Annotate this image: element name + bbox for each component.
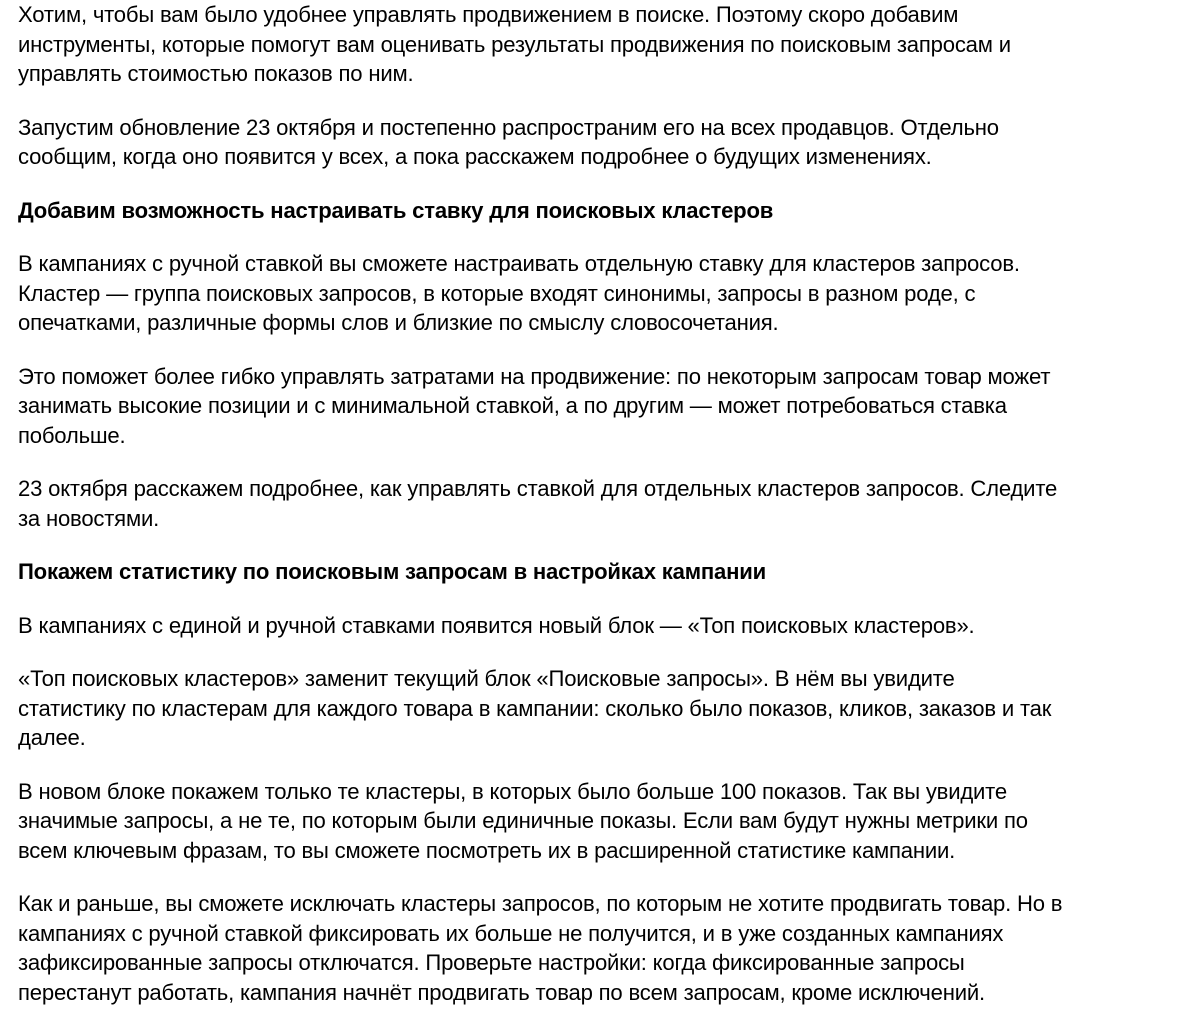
launch-paragraph	[18, 113, 1183, 172]
text-line: управлять стоимостью показов по ним.	[18, 61, 414, 86]
text-line: опечатками, различные формы слов и близкие по смыслу словосочетания.	[18, 310, 779, 335]
text-line: сообщим, когда оно появится у всех, а пока расскажем подробнее о будущих изменениях.	[18, 144, 932, 169]
text-line: В кампаниях с единой и ручной ставками появится новый блок — «Топ поисковых кластеров».	[18, 612, 975, 638]
text-line: всем ключевым фразам, то вы сможете посмотреть их в расширенной статистике кампании.	[18, 837, 956, 863]
text-line: Это поможет более гибко управлять затратами на продвижение: по некоторым запросам товар может	[18, 363, 1051, 389]
section-heading-bid-clusters: Добавим возможность настраивать ставку для поисковых кластеров	[18, 197, 774, 223]
text-line: за новостями.	[18, 505, 160, 531]
text-line: Как и раньше, вы сможете исключать кластеры запросов, по которым не хотите продвигать товар. Но в	[18, 891, 1063, 916]
news-paragraph	[18, 474, 1183, 533]
text-line: зафиксированные запросы отключатся. Проверьте настройки: когда фиксированные запросы	[18, 950, 965, 975]
text-line: занимать высокие позиции и с минимальной ставкой, а по другим — может потребоваться ставка	[18, 393, 1007, 418]
text-line: перестанут работать, кампания начнёт продвигать товар по всем запросам, кроме исключений.	[18, 979, 985, 1005]
text-line: далее.	[18, 725, 86, 750]
clusters-definition-paragraph	[18, 249, 1183, 338]
text-line: 23 октября расскажем подробнее, как управлять ставкой для отдельных кластеров запросов. Следите	[18, 476, 1058, 501]
text-line: В кампаниях с ручной ставкой вы сможете настраивать отдельную ставку для кластеров запросов.	[18, 251, 1020, 276]
text-line: В новом блоке покажем только те кластеры, в которых было больше 100 показов. Так вы увидите	[18, 778, 1007, 804]
text-line: значимые запросы, а не те, по которым были единичные показы. Если вам будут нужны метрики по	[18, 808, 1028, 833]
text-line: кампаниях с ручной ставкой фиксировать их больше не получится, и в уже созданных кампаниях	[18, 920, 1004, 946]
intro-paragraph	[18, 0, 1183, 89]
text-line: Кластер — группа поисковых запросов, в которые входят синонимы, запросы в разном роде, с	[18, 280, 976, 306]
top-clusters-paragraph	[18, 664, 1183, 753]
exclusions-paragraph	[18, 889, 1183, 1007]
new-block-paragraph	[18, 611, 1183, 641]
text-line: побольше.	[18, 422, 126, 448]
text-line: Запустим обновление 23 октября и постепенно распространим его на всех продавцов. Отдельно	[18, 114, 999, 140]
text-line: «Топ поисковых кластеров» заменит текущий блок «Поисковые запросы». В нём вы увидите	[18, 666, 955, 691]
cost-control-paragraph	[18, 362, 1183, 451]
text-line: Хотим, чтобы вам было удобнее управлять продвижением в поиске. Поэтому скоро добавим	[18, 2, 959, 27]
article-body	[18, 0, 1183, 1031]
text-line: статистику по кластерам для каждого товара в кампании: сколько было показов, кликов, заказов и так	[18, 695, 1052, 721]
threshold-paragraph	[18, 777, 1183, 866]
section-heading-search-stats: Покажем статистику по поисковым запросам в настройках кампании	[18, 559, 767, 584]
text-line: инструменты, которые помогут вам оценивать результаты продвижения по поисковым запросам и	[18, 31, 1011, 57]
